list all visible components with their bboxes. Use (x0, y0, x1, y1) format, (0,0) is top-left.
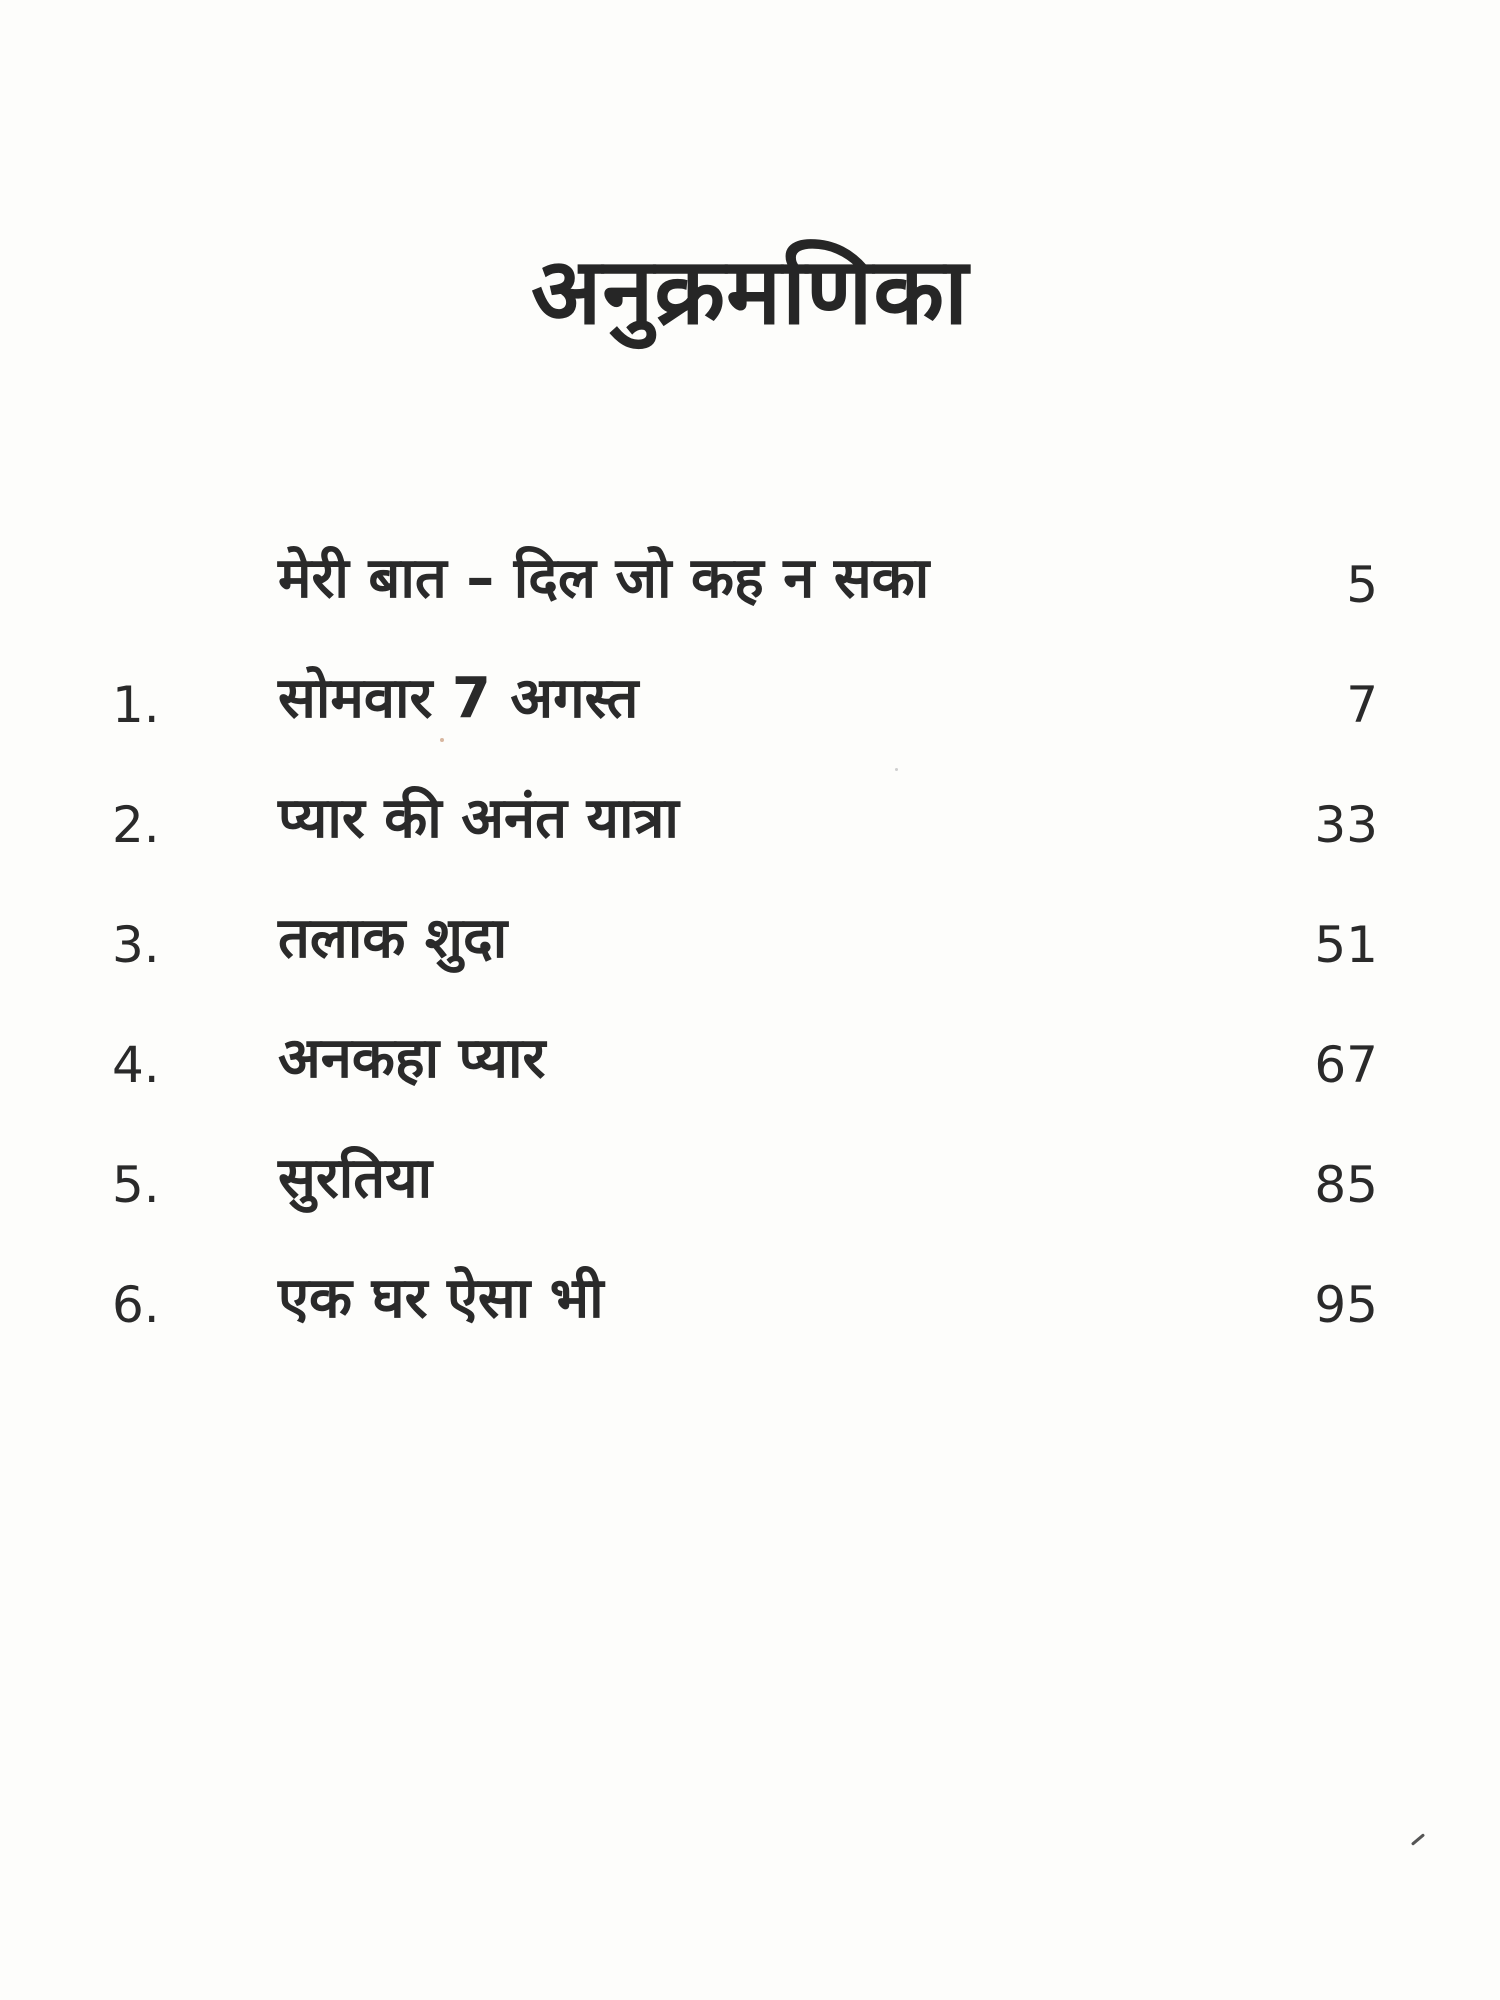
entry-title: मेरी बात – दिल जो कह न सका (278, 546, 930, 611)
toc-row (0, 1005, 1500, 1125)
scan-speck (440, 738, 444, 742)
entry-page-number: 85 (1314, 1156, 1378, 1214)
entry-title: सोमवार 7 अगस्त (278, 666, 639, 731)
entry-number: 6. (112, 1276, 160, 1334)
entry-number: 1. (112, 676, 160, 734)
scan-speck (895, 768, 898, 771)
entry-page-number: 7 (1346, 676, 1378, 734)
toc-row (0, 1125, 1500, 1245)
entry-page-number: 33 (1314, 796, 1378, 854)
page-title: अनुक्रमणिका (531, 238, 969, 345)
entry-number: 3. (112, 916, 160, 974)
entry-title: अनकहा प्यार (278, 1026, 546, 1091)
entry-number: 2. (112, 796, 160, 854)
toc-row (0, 765, 1500, 885)
entry-title: तलाक शुदा (278, 906, 508, 971)
entry-number: 5. (112, 1156, 160, 1214)
toc-row (0, 885, 1500, 1005)
entry-page-number: 67 (1314, 1036, 1378, 1094)
toc-row (0, 1245, 1500, 1365)
entry-page-number: 5 (1346, 556, 1378, 614)
toc-row (0, 525, 1500, 645)
toc-row (0, 645, 1500, 765)
entry-page-number: 95 (1314, 1276, 1378, 1334)
entry-title: प्यार की अनंत यात्रा (278, 786, 679, 851)
table-of-contents (0, 525, 1500, 1365)
entry-page-number: 51 (1314, 916, 1378, 974)
entry-number: 4. (112, 1036, 160, 1094)
scan-mark (1411, 1833, 1425, 1846)
entry-title: सुरतिया (278, 1146, 433, 1211)
entry-title: एक घर ऐसा भी (278, 1266, 604, 1331)
